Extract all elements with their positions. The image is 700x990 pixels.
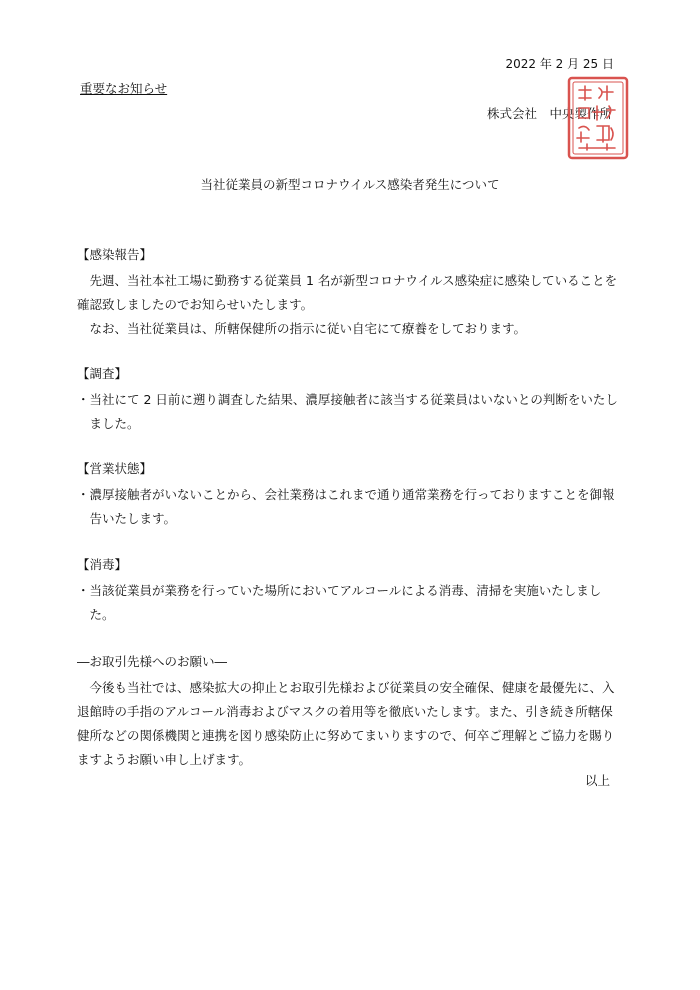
- paragraph: なお、当社従業員は、所轄保健所の指示に従い自宅にて療養をしております。: [89, 321, 527, 336]
- request-heading: ―お取引先様へのお願い―: [77, 654, 228, 669]
- section-heading: 【消毒】: [77, 557, 128, 572]
- section-request: [77, 652, 622, 772]
- section-investigation: [77, 364, 622, 436]
- section-heading: 【営業状態】: [77, 461, 153, 476]
- section-infection-report: [77, 245, 622, 341]
- section-disinfection: [77, 555, 622, 627]
- paragraph: 先週、当社本社工場に勤務する従業員 1 名が新型コロナウイルス感染症に感染していることを確認致しましたのでお知らせいたします。: [77, 273, 618, 312]
- company-seal-stamp: [567, 76, 629, 160]
- request-paragraph: 今後も当社では、感染拡大の抑止とお取引先様および従業員の安全確保、健康を最優先に、入退館時の手指のアルコール消毒およびマスクの着用等を徹底いたします。また、引き続き所轄保健所などの関係機関と連携を図り感染防止に努めてまいりますので、何卒ご理解とご協力を賜りますようお願い申し上げます。: [77, 680, 615, 767]
- section-heading: 【調査】: [77, 366, 128, 381]
- section-business-status: [77, 459, 622, 531]
- document-date: 2022 年 2 月 25 日: [505, 57, 614, 71]
- bullet-item: ・当社にて 2 日前に遡り調査した結果、濃厚接触者に該当する従業員はいないとの判断をいたしました。: [77, 392, 618, 431]
- bullet-item: ・当該従業員が業務を行っていた場所においてアルコールによる消毒、清掃を実施いたしました。: [77, 583, 602, 622]
- company-name: 株式会社 中央製作所: [487, 106, 613, 121]
- section-heading: 【感染報告】: [77, 247, 153, 262]
- document-title: 当社従業員の新型コロナウイルス感染者発生について: [200, 177, 500, 192]
- closing-mark: 以上: [585, 773, 611, 788]
- bullet-item: ・濃厚接触者がいないことから、会社業務はこれまで通り通常業務を行っておりますことを御報告いたします。: [77, 487, 615, 526]
- notice-label: 重要なお知らせ: [80, 81, 168, 96]
